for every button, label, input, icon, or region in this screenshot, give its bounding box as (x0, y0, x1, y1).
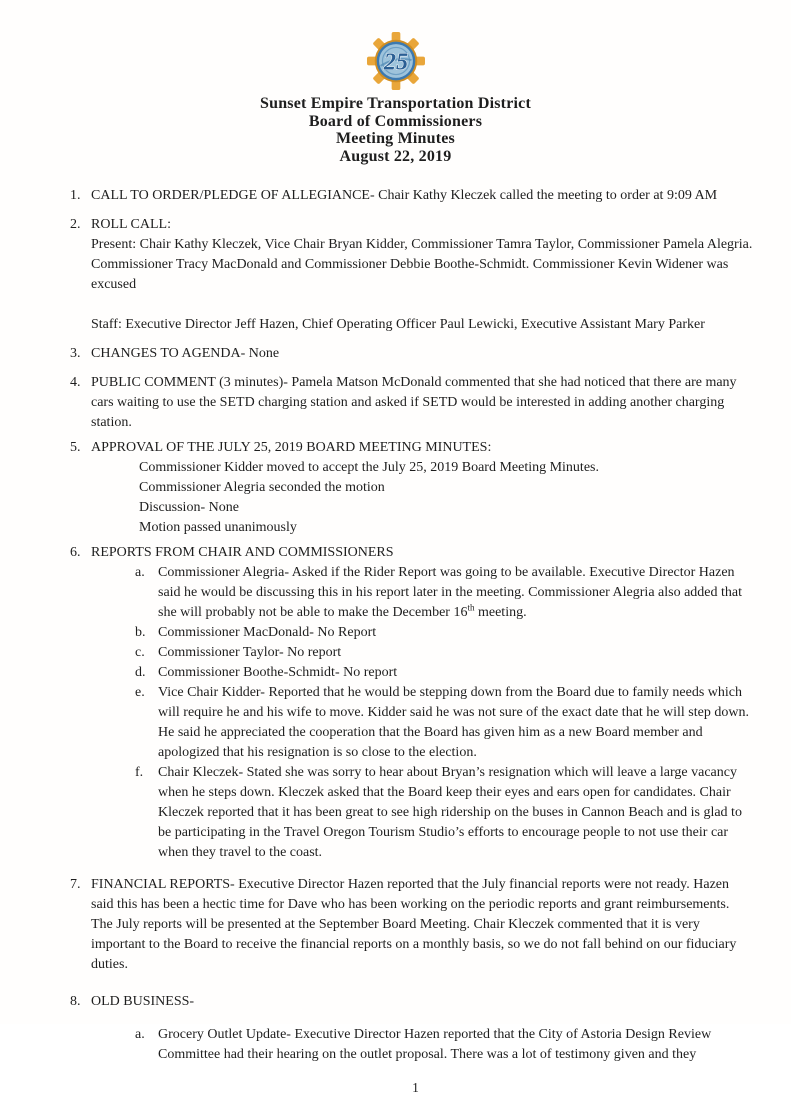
grocery-outlet-update (135, 1025, 753, 1065)
approval-heading: APPROVAL OF THE JULY 25, 2019 BOARD MEETING MINUTES: (91, 440, 492, 455)
subitem-letter: e. (135, 685, 145, 700)
subitem-text: Grocery Outlet Update- Executive Director Hazen reported that the City of Astoria Design Review Committee had their hearing on the outlet proposal. There was a lot of testimony given and they (158, 1027, 712, 1062)
old-business-heading: OLD BUSINESS- (91, 994, 195, 1009)
item-text: CALL TO ORDER/PLEDGE OF ALLEGIANCE- Chair Kathy Kleczek called the meeting to order at 9:09 AM (91, 188, 718, 203)
report-alegria (135, 563, 753, 623)
subitem-letter: a. (135, 1027, 145, 1042)
item-text: FINANCIAL REPORTS- Executive Director Hazen reported that the July financial reports were not ready. Hazen said this has been a hectic time for Dave who has been working on the periodic reports and grant reimbursements. The July reports will be presented at the September Board Meeting. Chair Kleczek commented that it is very important to the Board to receive the financial reports on a monthly basis, so we do not fall behind on our fiduciary duties. (91, 877, 737, 972)
item-number: 2. (70, 217, 81, 232)
subitem-text: Commissioner MacDonald- No Report (158, 625, 377, 640)
ordinal-superscript: th (467, 602, 475, 613)
subitem-text: Commissioner Taylor- No report (158, 645, 342, 660)
subitem-text (158, 563, 752, 623)
discussion-line: Discussion- None (139, 500, 239, 515)
meeting-date: August 22, 2019 (339, 147, 452, 165)
item-number: 3. (70, 346, 81, 361)
item-text: CHANGES TO AGENDA- None (91, 346, 280, 361)
subitem-text: Commissioner Boothe-Schmidt- No report (158, 665, 398, 680)
report-alegria-text: Commissioner Alegria- Asked if the Rider Report was going to be available. Executive Director Hazen said he would be discussing this in his report later in the meeting. Commissioner Alegria also added that she will probably not be able to make the December 16 (158, 565, 743, 620)
subitem-letter: f. (135, 765, 144, 780)
agenda-item-reports (70, 543, 761, 863)
item-number: 6. (70, 545, 81, 560)
document-title-block (0, 95, 791, 165)
agenda-item-public-comment (70, 373, 761, 433)
agenda-item-minutes-approval (70, 438, 761, 538)
scan-artifact-mark (398, 590, 403, 596)
report-macdonald (135, 623, 753, 643)
report-kidder (135, 683, 753, 763)
subitem-letter: d. (135, 665, 146, 680)
staff-paragraph: Staff: Executive Director Jeff Hazen, Chief Operating Officer Paul Lewicki, Executive Assistant Mary Parker (91, 317, 705, 332)
item-number: 7. (70, 877, 81, 892)
document-header (0, 0, 791, 165)
report-alegria-tail: meeting. (474, 605, 527, 620)
page-number: 1 (412, 1080, 419, 1095)
agenda-item-financial-reports (70, 875, 761, 975)
logo-25-numeral: 25 (383, 48, 408, 76)
subitem-letter: b. (135, 625, 146, 640)
subitem-text: Vice Chair Kidder- Reported that he would be stepping down from the Board due to family needs which will require he and his wife to move. Kidder said he was not sure of the exact date that he will step down. He said he appreciated the cooperation that the Board has given him as a new Board member and apologized that his resignation is so close to the election. (158, 685, 749, 760)
doc-type-subtitle: Meeting Minutes (336, 130, 455, 147)
item-number: 4. (70, 375, 81, 390)
board-subtitle: Board of Commissioners (308, 112, 483, 130)
org-name: Sunset Empire Transportation District (260, 95, 531, 112)
minutes-body (0, 186, 791, 1098)
agenda-item-call-to-order (70, 186, 761, 206)
subitem-letter: a. (135, 565, 145, 580)
present-paragraph: Present: Chair Kathy Kleczek, Vice Chair Bryan Kidder, Commissioner Tamra Taylor, Commissioner Pamela Alegria. Commissioner Tracy MacDonald and Commissioner Debbie Boothe-Schmidt. Commissioner Kevin Widener was excused (91, 237, 753, 292)
item-text: PUBLIC COMMENT (3 minutes)- Pamela Matson McDonald commented that she had noticed that there are many cars waiting to use the SETD charging station and asked if SETD would be interested in adding another charging station. (91, 375, 737, 430)
subitem-letter: c. (135, 645, 145, 660)
setd-25th-anniversary-logo-icon (367, 31, 425, 91)
logo-container (0, 31, 791, 91)
report-boothe-schmidt (135, 663, 753, 683)
report-kleczek (135, 763, 753, 863)
motion-result-line: Motion passed unanimously (139, 520, 297, 535)
roll-call-heading: ROLL CALL: (91, 217, 171, 232)
agenda-item-roll-call (70, 215, 761, 335)
item-number: 8. (70, 994, 81, 1009)
subitem-text: Chair Kleczek- Stated she was sorry to hear about Bryan’s resignation which will leave a large vacancy when he steps down. Kleczek asked that the Board keep their eyes and ears open for candidates. Chair Kleczek reported that it has been great to see high ridership on the buses in Cannon Beach and is glad to be participating in the Travel Oregon Tourism Studio’s efforts to encourage people to not use their car when they travel to the coast. (158, 765, 742, 860)
reports-heading: REPORTS FROM CHAIR AND COMMISSIONERS (91, 545, 394, 560)
item-number: 1. (70, 188, 81, 203)
report-taylor (135, 643, 753, 663)
second-line: Commissioner Alegria seconded the motion (139, 480, 385, 495)
agenda-item-changes-to-agenda (70, 344, 761, 364)
item-number: 5. (70, 440, 81, 455)
agenda-item-old-business (70, 992, 761, 1065)
motion-line: Commissioner Kidder moved to accept the July 25, 2019 Board Meeting Minutes. (139, 460, 599, 475)
